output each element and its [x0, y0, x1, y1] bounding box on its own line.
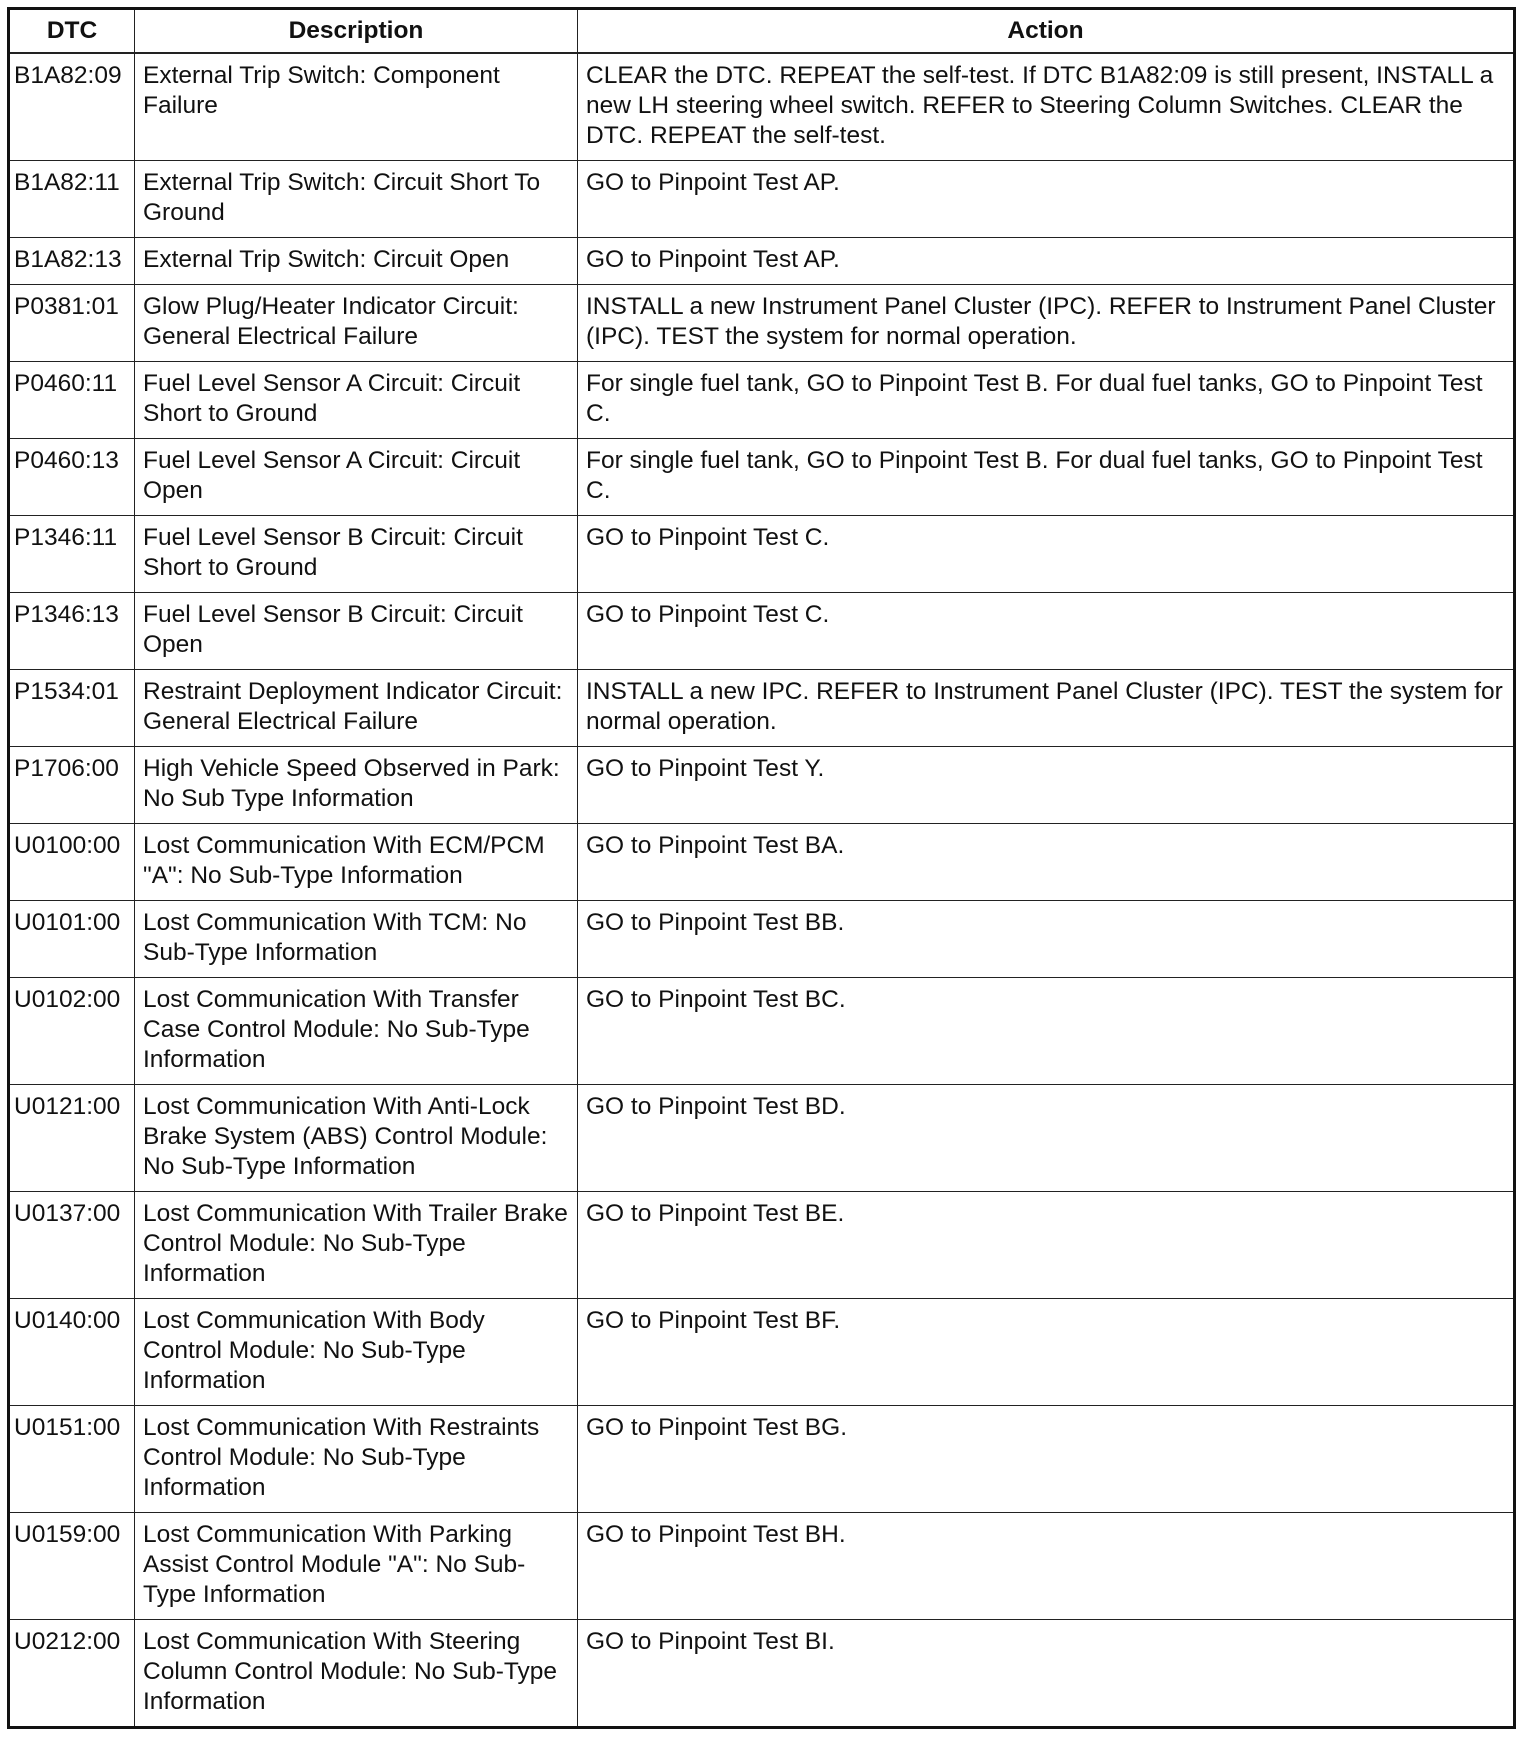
- description-cell: Fuel Level Sensor A Circuit: Circuit Open: [135, 439, 578, 516]
- table-row: [9, 516, 1515, 593]
- table-row: [9, 53, 1515, 161]
- dtc-code-cell: P0381:01: [9, 285, 135, 362]
- header-dtc: DTC: [9, 9, 135, 54]
- table-row: [9, 1513, 1515, 1620]
- table-header: [9, 9, 1515, 54]
- table-row: [9, 362, 1515, 439]
- description-cell: High Vehicle Speed Observed in Park: No Sub Type Information: [135, 747, 578, 824]
- table-row: [9, 1406, 1515, 1513]
- action-cell: For single fuel tank, GO to Pinpoint Test B. For dual fuel tanks, GO to Pinpoint Test C.: [578, 362, 1515, 439]
- action-cell: INSTALL a new Instrument Panel Cluster (IPC). REFER to Instrument Panel Cluster (IPC). TEST the system for normal operation.: [578, 285, 1515, 362]
- action-cell: GO to Pinpoint Test BF.: [578, 1299, 1515, 1406]
- action-cell: GO to Pinpoint Test BG.: [578, 1406, 1515, 1513]
- dtc-code-cell: U0101:00: [9, 901, 135, 978]
- description-cell: Restraint Deployment Indicator Circuit: General Electrical Failure: [135, 670, 578, 747]
- dtc-code-cell: P1346:11: [9, 516, 135, 593]
- action-cell: GO to Pinpoint Test BD.: [578, 1085, 1515, 1192]
- table-row: [9, 161, 1515, 238]
- action-cell: INSTALL a new IPC. REFER to Instrument Panel Cluster (IPC). TEST the system for normal operation.: [578, 670, 1515, 747]
- description-cell: Lost Communication With Transfer Case Control Module: No Sub-Type Information: [135, 978, 578, 1085]
- dtc-code-cell: P1706:00: [9, 747, 135, 824]
- dtc-code-cell: B1A82:11: [9, 161, 135, 238]
- table-row: [9, 670, 1515, 747]
- description-cell: Lost Communication With Steering Column Control Module: No Sub-Type Information: [135, 1620, 578, 1728]
- action-cell: GO to Pinpoint Test BH.: [578, 1513, 1515, 1620]
- dtc-code-cell: U0137:00: [9, 1192, 135, 1299]
- description-cell: Lost Communication With TCM: No Sub-Type Information: [135, 901, 578, 978]
- table-row: [9, 1299, 1515, 1406]
- description-cell: Glow Plug/Heater Indicator Circuit: General Electrical Failure: [135, 285, 578, 362]
- dtc-code-cell: U0159:00: [9, 1513, 135, 1620]
- dtc-code-cell: U0140:00: [9, 1299, 135, 1406]
- table-row: [9, 1085, 1515, 1192]
- dtc-code-cell: P0460:13: [9, 439, 135, 516]
- dtc-code-cell: U0121:00: [9, 1085, 135, 1192]
- description-cell: Lost Communication With Body Control Module: No Sub-Type Information: [135, 1299, 578, 1406]
- action-cell: GO to Pinpoint Test AP.: [578, 238, 1515, 285]
- dtc-code-cell: B1A82:09: [9, 53, 135, 161]
- action-cell: GO to Pinpoint Test C.: [578, 516, 1515, 593]
- dtc-code-cell: U0212:00: [9, 1620, 135, 1728]
- table-row: [9, 238, 1515, 285]
- description-cell: Lost Communication With Parking Assist Control Module "A": No Sub-Type Information: [135, 1513, 578, 1620]
- header-action: Action: [578, 9, 1515, 54]
- description-cell: Lost Communication With Anti-Lock Brake System (ABS) Control Module: No Sub-Type Information: [135, 1085, 578, 1192]
- dtc-code-cell: P1534:01: [9, 670, 135, 747]
- action-cell: GO to Pinpoint Test Y.: [578, 747, 1515, 824]
- dtc-code-cell: B1A82:13: [9, 238, 135, 285]
- table-row: [9, 593, 1515, 670]
- description-cell: Fuel Level Sensor A Circuit: Circuit Short to Ground: [135, 362, 578, 439]
- table-row: [9, 978, 1515, 1085]
- description-cell: Fuel Level Sensor B Circuit: Circuit Short to Ground: [135, 516, 578, 593]
- header-description: Description: [135, 9, 578, 54]
- description-cell: External Trip Switch: Component Failure: [135, 53, 578, 161]
- description-cell: Lost Communication With ECM/PCM "A": No Sub-Type Information: [135, 824, 578, 901]
- action-cell: GO to Pinpoint Test BI.: [578, 1620, 1515, 1728]
- action-cell: GO to Pinpoint Test BC.: [578, 978, 1515, 1085]
- action-cell: GO to Pinpoint Test BE.: [578, 1192, 1515, 1299]
- table-row: [9, 1620, 1515, 1728]
- header-row: [9, 9, 1515, 54]
- dtc-table: [7, 7, 1516, 1729]
- description-cell: External Trip Switch: Circuit Open: [135, 238, 578, 285]
- table-row: [9, 285, 1515, 362]
- dtc-code-cell: U0100:00: [9, 824, 135, 901]
- table-row: [9, 1192, 1515, 1299]
- dtc-code-cell: P1346:13: [9, 593, 135, 670]
- description-cell: External Trip Switch: Circuit Short To Ground: [135, 161, 578, 238]
- action-cell: GO to Pinpoint Test BA.: [578, 824, 1515, 901]
- action-cell: GO to Pinpoint Test C.: [578, 593, 1515, 670]
- description-cell: Lost Communication With Trailer Brake Control Module: No Sub-Type Information: [135, 1192, 578, 1299]
- action-cell: GO to Pinpoint Test AP.: [578, 161, 1515, 238]
- action-cell: GO to Pinpoint Test BB.: [578, 901, 1515, 978]
- dtc-code-cell: U0102:00: [9, 978, 135, 1085]
- table-body: [9, 53, 1515, 1728]
- dtc-code-cell: U0151:00: [9, 1406, 135, 1513]
- action-cell: CLEAR the DTC. REPEAT the self-test. If DTC B1A82:09 is still present, INSTALL a new LH steering wheel switch. REFER to Steering Column Switches. CLEAR the DTC. REPEAT the self-test.: [578, 53, 1515, 161]
- action-cell: For single fuel tank, GO to Pinpoint Test B. For dual fuel tanks, GO to Pinpoint Test C.: [578, 439, 1515, 516]
- dtc-code-cell: P0460:11: [9, 362, 135, 439]
- description-cell: Lost Communication With Restraints Control Module: No Sub-Type Information: [135, 1406, 578, 1513]
- table-row: [9, 824, 1515, 901]
- table-row: [9, 747, 1515, 824]
- table-row: [9, 901, 1515, 978]
- table-row: [9, 439, 1515, 516]
- description-cell: Fuel Level Sensor B Circuit: Circuit Open: [135, 593, 578, 670]
